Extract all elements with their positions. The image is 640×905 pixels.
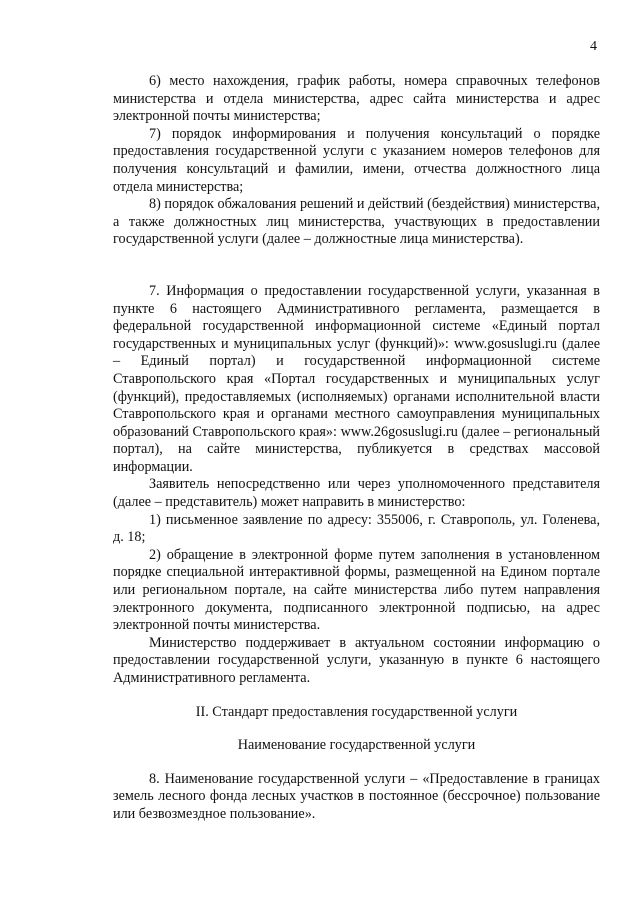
spacer xyxy=(113,688,600,704)
paragraph-sub-1: 1) письменное заявление по адресу: 355006, г. Ставрополь, ул. Голенева, д. 18; xyxy=(113,511,600,546)
paragraph-support: Министерство поддерживает в актуальном состоянии информацию о предоставлении государственной услуги, указанную в пункте 6 настоящего Административного регламента. xyxy=(113,634,600,686)
paragraph-applicant: Заявитель непосредственно или через уполномоченного представителя (далее – представитель) может направить в министерство: xyxy=(113,476,600,511)
paragraph-item-8: 8) порядок обжалования решений и действий (бездействия) министерства, а также должностных лиц министерства, участвующих в предоставлении государственной услуги (далее – должностные лица министерства). xyxy=(113,196,600,248)
spacer xyxy=(113,249,600,283)
paragraph-item-6: 6) место нахождения, график работы, номера справочных телефонов министерства и отдела министерства, адрес сайта министерства и адрес электронной почты министерства; xyxy=(113,73,600,125)
subsection-heading: Наименование государственной услуги xyxy=(237,737,476,754)
paragraph-clause-7: 7. Информация о предоставлении государственной услуги, указанная в пункте 6 настоящего Административного регламента, размещается в федеральной государственной информационной системе «Единый портал государственных и муниципальных услуг (функций)»: www.gosuslugi.ru (далее – Единый портал) и государственной информационной системе Ставропольского края «Портал государственных и муниципальных услуг (функций), предоставляемых (исполняемых) органами исполнительной власти Ставропольского края и органами местного самоуправления муниципальных образований Ставропольского края»: www.26gosuslugi.ru (далее – региональный портал), на сайте министерства, публикуется в средствах массовой информации. xyxy=(113,282,600,475)
paragraph-clause-8: 8. Наименование государственной услуги – «Предоставление в границах земель лесного фонда лесных участков в постоянное (бессрочное) пользование или безвозмездное пользование». xyxy=(113,770,600,822)
document-body xyxy=(113,73,600,824)
spacer xyxy=(113,721,600,737)
section-heading: II. Стандарт предоставления государственной услуги xyxy=(195,703,518,720)
page-number: 4 xyxy=(590,39,597,54)
paragraph-item-7: 7) порядок информирования и получения консультаций о порядке предоставления государственной услуги с указанием номеров телефонов для получения консультаций и фамилии, имени, отчества должностного лица отдела министерства; xyxy=(113,125,600,195)
spacer xyxy=(113,755,600,771)
paragraph-sub-2: 2) обращение в электронной форме путем заполнения в установленном порядке специальной интерактивной формы, размещенной на Едином портале или региональном портале, на сайте министерства либо путем направления электронного документа, подписанного электронной подписью, на адрес электронной почты министерства. xyxy=(113,546,600,634)
